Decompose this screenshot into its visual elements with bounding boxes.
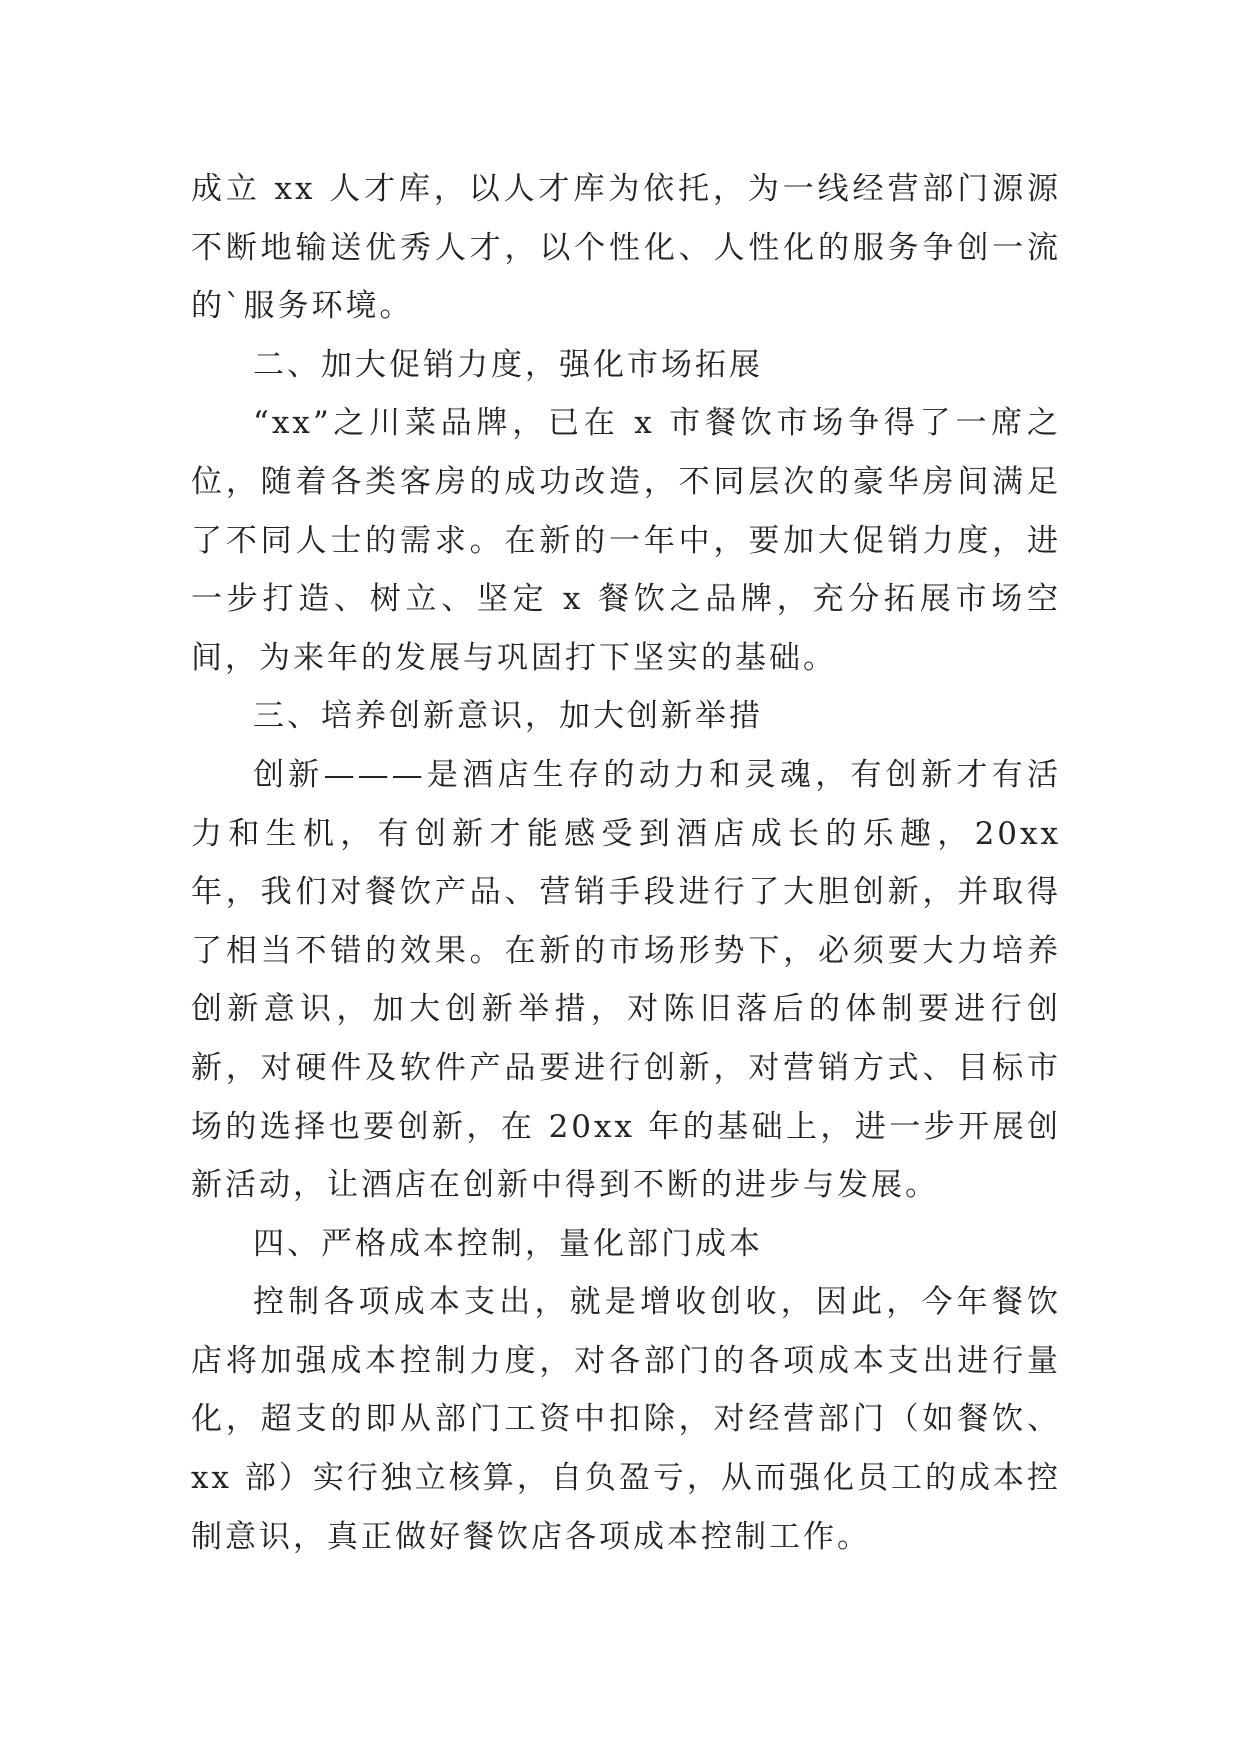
section-heading: 二、加大促销力度，强化市场拓展 [253,346,763,383]
body-paragraph: 创新———是酒店生存的动力和灵魂，有创新才有活力和生机，有创新才能感受到酒店成长的乐趣，20xx 年，我们对餐饮产品、营销手段进行了大胆创新，并取得了相当不错的效果。在新的市场形势下，必须要大力培养创新意识，加大创新举措，对陈旧落后的体制要进行创新，对硬件及软件产品要进行创新，对营销方式、目标市场的选择也要创新，在 20xx 年的基础上，进一步开展创新活动，让酒店在创新中得到不断的进步与发展。 [191,756,1061,1204]
section-heading: 三、培养创新意识，加大创新举措 [253,698,763,735]
body-paragraph: 成立 xx 人才库，以人才库为依托，为一线经营部门源源不断地输送优秀人才，以个性化、人性化的服务争创一流的`服务环境。 [191,171,1061,325]
body-paragraph: 控制各项成本支出，就是增收创收，因此，今年餐饮店将加强成本控制力度，对各部门的各项成本支出进行量化，超支的即从部门工资中扣除，对经营部门（如餐饮、xx 部）实行独立核算，自负盈亏，从而强化员工的成本控制意识，真正做好餐饮店各项成本控制工作。 [191,1284,1061,1555]
body-paragraph: “xx”之川菜品牌，已在 x 市餐饮市场争得了一席之位，随着各类客房的成功改造，不同层次的豪华房间满足了不同人士的需求。在新的一年中，要加大促销力度，进一步打造、树立、坚定 x 餐饮之品牌，充分拓展市场空间，为来年的发展与巩固打下坚实的基础。 [191,405,1061,676]
document-body [191,160,1061,1566]
section-heading: 四、严格成本控制，量化部门成本 [253,1225,763,1262]
